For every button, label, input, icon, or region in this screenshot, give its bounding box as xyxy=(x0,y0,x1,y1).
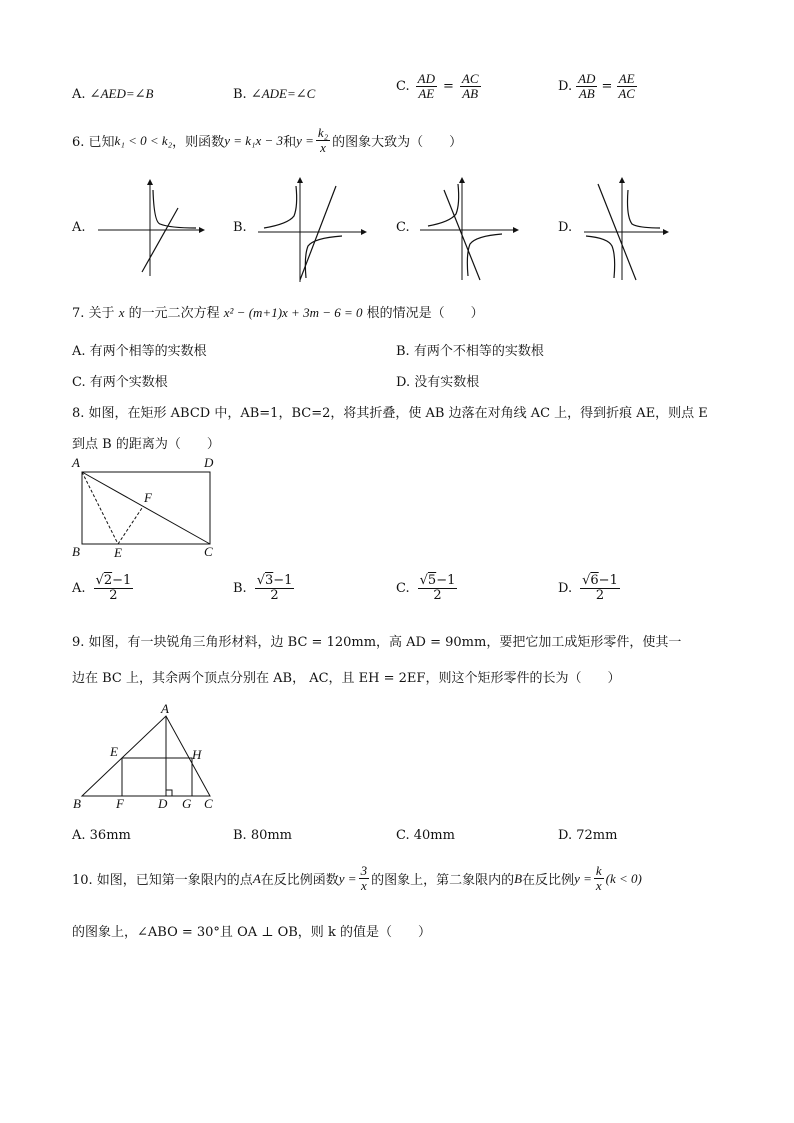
hyperbola-branch-left xyxy=(428,184,459,226)
label-c: C xyxy=(204,796,213,811)
radicand: 2 xyxy=(103,573,113,588)
q8-option-d xyxy=(558,574,620,604)
q10-point-b: B xyxy=(514,870,523,886)
q6-inverse-function-fraction xyxy=(316,126,330,156)
q6-option-a-label: A. xyxy=(72,220,86,235)
q7-text: 的一元二次方程 xyxy=(128,306,220,321)
triangle-abc xyxy=(82,716,210,796)
q5-option-a-text: ∠AED=∠B xyxy=(89,86,154,101)
fraction-numerator: k₂ xyxy=(317,125,329,140)
fraction-numerator: √5−1 xyxy=(419,573,456,588)
q5-option-c-fraction-right xyxy=(460,72,481,102)
q6-text: 和 xyxy=(283,135,297,151)
linear-graph xyxy=(142,208,178,272)
label-g: G xyxy=(182,796,192,811)
label-c: C xyxy=(204,544,213,559)
fraction-denominator: x xyxy=(360,878,367,894)
q7-stem xyxy=(72,302,484,321)
q10-text: 在反比例 xyxy=(522,873,575,889)
q6-linear-function: y = k₁x − 3 xyxy=(224,132,284,148)
q8-option-d-label: D. xyxy=(558,581,573,597)
q7-variable: x xyxy=(118,305,125,320)
linear-graph xyxy=(300,186,336,280)
q5-option-a-label: A. xyxy=(72,87,86,102)
q8-option-c-fraction xyxy=(418,574,458,604)
q6-condition: k₁ < 0 < k₂ xyxy=(114,132,173,148)
q8-figure xyxy=(70,456,220,560)
q9-option-a: A. 36mm xyxy=(72,828,131,843)
equals-sign: = xyxy=(442,79,454,95)
q10-function1-lhs: y = xyxy=(338,870,357,886)
fraction-numerator: √2−1 xyxy=(95,573,132,588)
radicand: 3 xyxy=(264,573,274,588)
q5-option-d xyxy=(558,72,637,102)
hyperbola-branch-left xyxy=(586,236,615,278)
q7-text-tail: 根的情况是（ ） xyxy=(366,306,484,321)
numerator-tail: −1 xyxy=(112,573,132,588)
q6-graph-a xyxy=(98,178,208,278)
fraction-denominator: x xyxy=(320,140,326,156)
q7-text: 7. 关于 xyxy=(72,306,115,321)
q6-graph-b xyxy=(258,176,370,284)
q10-function1-fraction xyxy=(359,864,370,894)
q7-option-d: D. 没有实数根 xyxy=(396,375,480,390)
fraction-denominator: 2 xyxy=(109,588,118,604)
q9-stem-line1: 9. 如图，有一块锐角三角形材料，边 BC = 120mm，高 AD = 90mm，要把它加工成矩形零件，使其一 xyxy=(72,635,682,650)
q8-option-b-label: B. xyxy=(233,581,247,597)
q5-option-b xyxy=(233,86,315,102)
q6-text-tail: 的图象大致为（ ） xyxy=(332,135,463,151)
q8-option-c xyxy=(396,574,457,604)
q9-option-c: C. 40mm xyxy=(396,828,455,843)
q10-text: 在反比例函数 xyxy=(260,873,339,889)
q8-option-b-fraction xyxy=(255,574,295,604)
hyperbola-branch-left xyxy=(264,186,297,228)
fraction-numerator: AD xyxy=(417,71,435,86)
label-f: F xyxy=(144,490,152,505)
q10-stem-line1 xyxy=(72,864,642,894)
label-e: E xyxy=(110,744,118,759)
fraction-numerator: 3 xyxy=(360,863,368,878)
label-h: H xyxy=(192,747,202,762)
fraction-numerator: AD xyxy=(578,71,596,86)
hyperbola-branch-right xyxy=(467,234,502,276)
q10-function2-fraction xyxy=(594,864,604,894)
q6-text: ，则函数 xyxy=(172,135,225,151)
hyperbola-branch-right xyxy=(628,190,661,228)
q6-function-lhs: y = xyxy=(296,132,314,148)
q9-figure xyxy=(70,700,220,812)
crease-ae xyxy=(82,472,118,544)
numerator-tail: −1 xyxy=(273,573,293,588)
q5-option-b-text: ∠ADE=∠C xyxy=(250,86,316,101)
label-b: B xyxy=(72,544,80,559)
label-d: D xyxy=(158,796,168,811)
hyperbola-branch xyxy=(153,190,196,228)
q5-option-a xyxy=(72,86,153,102)
segment-ef xyxy=(118,508,142,544)
q10-point-a: A xyxy=(252,870,261,886)
fraction-denominator: 2 xyxy=(270,588,279,604)
q8-option-a xyxy=(72,574,133,604)
q7-equation: x² − (m+1)x + 3m − 6 = 0 xyxy=(223,305,363,320)
q5-option-d-fraction-right xyxy=(616,72,637,102)
q10-stem-line2: 的图象上，∠ABO = 30°且 OA ⊥ OB，则 k 的值是（ ） xyxy=(72,925,431,940)
q10-text: 10. 如图，已知第一象限内的点 xyxy=(72,873,253,889)
fraction-numerator: √3−1 xyxy=(256,573,293,588)
q5-option-b-label: B. xyxy=(233,87,247,102)
label-a: A xyxy=(72,455,80,470)
q8-option-a-fraction xyxy=(94,574,134,604)
rectangle-efgh xyxy=(122,758,192,796)
fraction-numerator: AC xyxy=(461,71,479,86)
q5-option-c-label: C. xyxy=(396,79,410,95)
q10-function2-lhs: y = xyxy=(574,870,592,886)
fraction-denominator: 2 xyxy=(433,588,442,604)
label-f: F xyxy=(116,796,124,811)
q7-option-c: C. 有两个实数根 xyxy=(72,375,168,390)
q7-option-a: A. 有两个相等的实数根 xyxy=(72,344,207,359)
q9-option-b: B. 80mm xyxy=(233,828,293,843)
q6-option-d-label: D. xyxy=(558,220,573,235)
fraction-denominator: 2 xyxy=(595,588,605,604)
q8-option-d-fraction xyxy=(580,574,620,604)
q8-stem-line2: 到点 B 的距离为（ ） xyxy=(72,437,220,452)
q6-number: 6. 已知 xyxy=(72,135,115,151)
numerator-tail: −1 xyxy=(436,573,456,588)
label-a: A xyxy=(161,701,169,716)
q10-condition: (k < 0) xyxy=(605,870,642,886)
q5-option-c-fraction-left xyxy=(416,72,437,102)
radicand: 5 xyxy=(427,573,437,588)
fraction-denominator: AB xyxy=(578,86,595,102)
q6-option-c-label: C. xyxy=(396,220,410,235)
hyperbola-branch-right xyxy=(305,236,342,278)
q6-graph-d xyxy=(584,176,670,282)
q5-option-d-fraction-left xyxy=(576,72,597,102)
q6-option-b-label: B. xyxy=(233,220,247,235)
q8-option-b xyxy=(233,574,294,604)
fraction-numerator: AE xyxy=(618,71,635,86)
radicand: 6 xyxy=(590,573,599,588)
q8-option-c-label: C. xyxy=(396,581,410,597)
q6-graph-c xyxy=(420,176,520,282)
numerator-tail: −1 xyxy=(598,573,618,588)
fraction-denominator: x xyxy=(595,878,602,894)
q9-option-d: D. 72mm xyxy=(558,828,618,843)
fraction-numerator: √6−1 xyxy=(582,573,618,588)
diagonal-ac xyxy=(82,472,210,544)
label-d: D xyxy=(204,455,214,470)
q8-option-a-label: A. xyxy=(72,581,86,597)
fraction-denominator: AE xyxy=(418,86,435,102)
fraction-numerator: k xyxy=(595,863,602,878)
q5-option-d-label: D. xyxy=(558,79,573,95)
fraction-denominator: AC xyxy=(618,86,635,102)
q6-stem xyxy=(72,126,462,156)
q7-option-b: B. 有两个不相等的实数根 xyxy=(396,344,544,359)
fraction-denominator: AB xyxy=(462,86,479,102)
q5-option-c xyxy=(396,72,481,102)
equals-sign: = xyxy=(601,79,613,95)
q10-text: 的图象上，第二象限内的 xyxy=(371,873,515,889)
label-b: B xyxy=(73,796,81,811)
label-e: E xyxy=(114,545,122,560)
q8-stem-line1: 8. 如图，在矩形 ABCD 中，AB=1，BC=2，将其折叠，使 AB 边落在对角线 AC 上，得到折痕 AE，则点 E xyxy=(72,406,708,421)
q9-stem-line2: 边在 BC 上，其余两个顶点分别在 AB， AC，且 EH = 2EF，则这个矩形零件的长为（ ） xyxy=(72,671,621,686)
